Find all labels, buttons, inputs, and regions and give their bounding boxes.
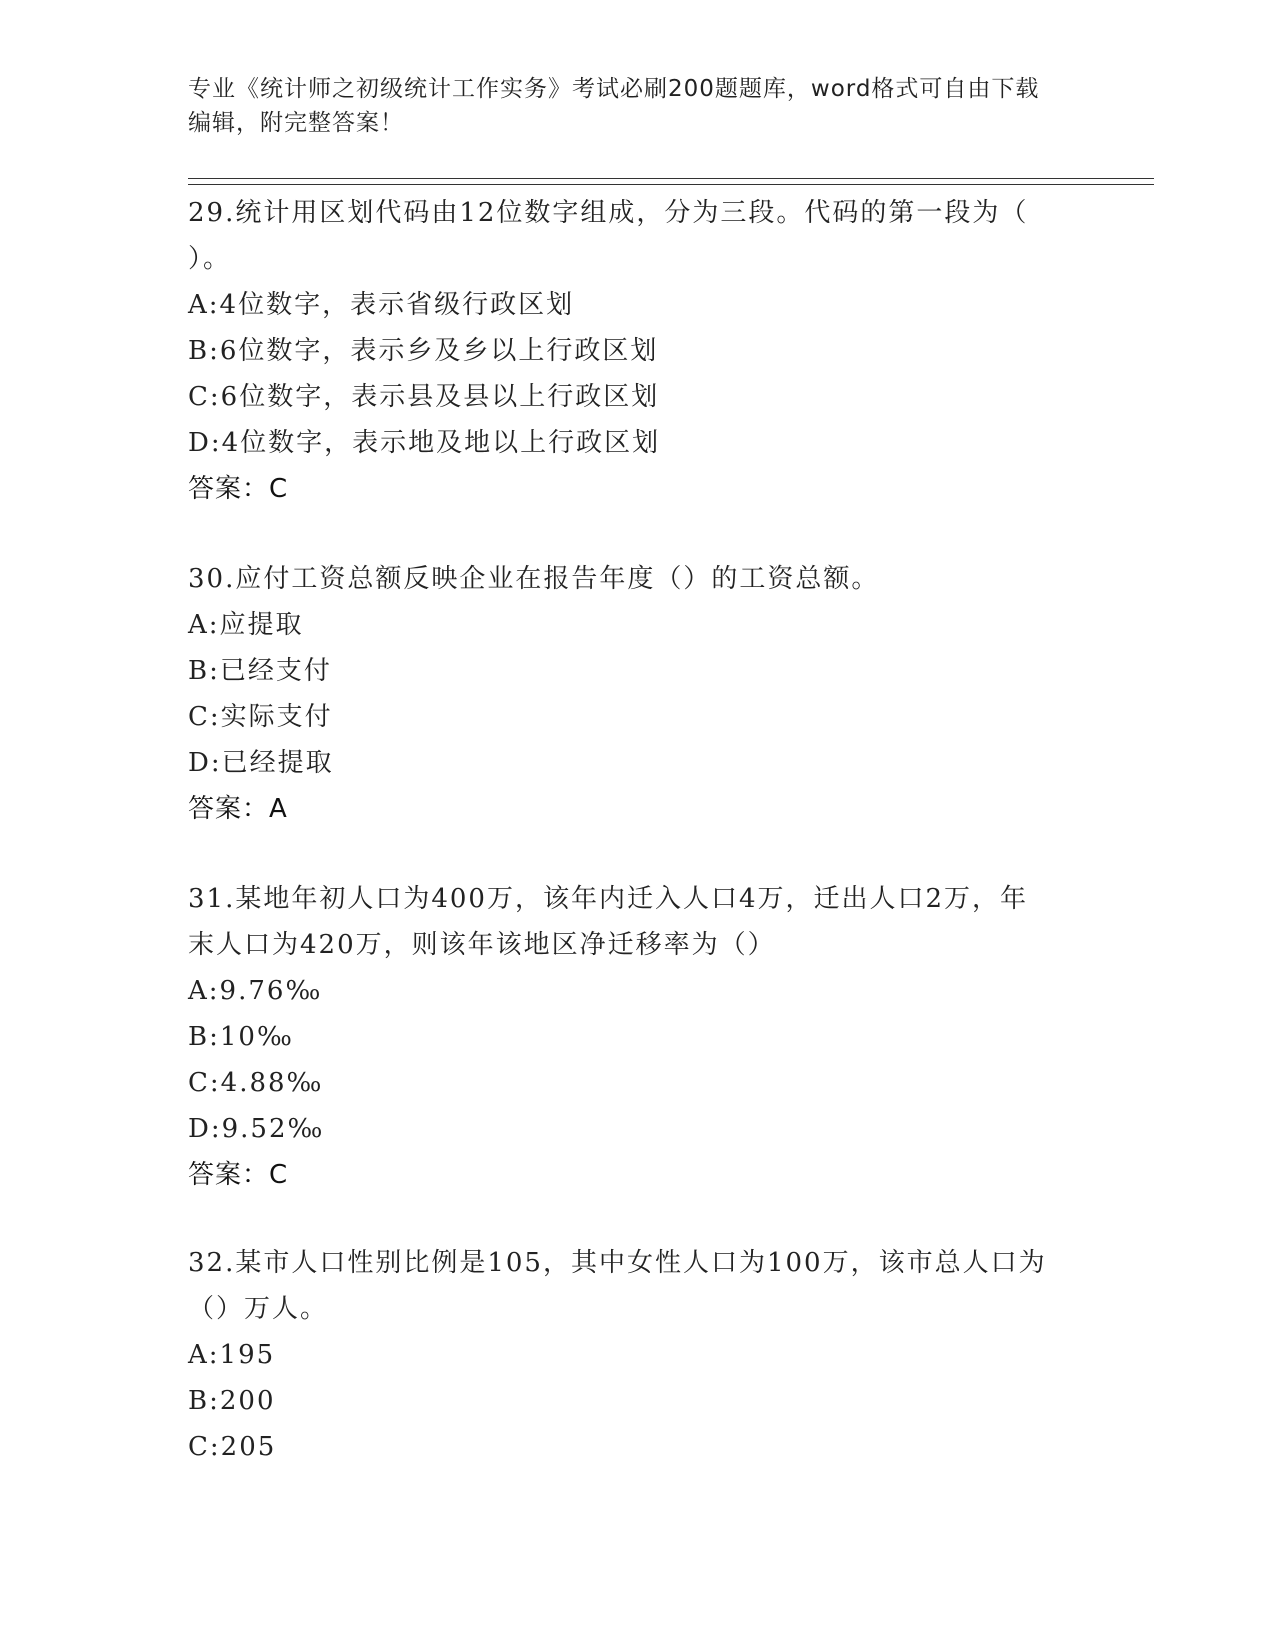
- option-letter: D:: [188, 428, 222, 458]
- option-text: 195: [219, 1340, 276, 1370]
- question-text-line-1: 31.某地年初人口为400万，该年内迁入人口4万，迁出人口2万，年: [188, 884, 1029, 914]
- option-text: 实际支付: [220, 702, 333, 732]
- option-c: [188, 694, 1088, 740]
- option-letter: A:: [188, 610, 220, 640]
- header-line-1: 专业《统计师之初级统计工作实务》考试必刷200题题库，word格式可自由下载: [188, 76, 1040, 102]
- question-text-line-1: 29.统计用区划代码由12位数字组成，分为三段。代码的第一段为（: [188, 198, 1029, 228]
- answer-line: 答案：C: [188, 1160, 289, 1190]
- question-text-line-1: 30.应付工资总额反映企业在报告年度（）的工资总额。: [188, 564, 880, 594]
- option-letter: A:: [188, 290, 220, 320]
- option-letter: D:: [188, 1114, 222, 1144]
- option-text: 已经提取: [221, 748, 334, 778]
- option-text: 4位数字，表示地及地以上行政区划: [221, 428, 661, 458]
- question-29: [188, 190, 1088, 512]
- option-text: 已经支付: [219, 656, 332, 686]
- answer-line: 答案：C: [188, 474, 289, 504]
- option-text: 10‰: [219, 1022, 294, 1052]
- option-letter: A:: [188, 1340, 220, 1370]
- option-letter: C:: [188, 1068, 221, 1098]
- option-text: 9.76‰: [219, 976, 323, 1006]
- option-letter: B:: [188, 336, 220, 366]
- question-text-line-2: ）。: [188, 244, 232, 274]
- option-letter: B:: [188, 656, 220, 686]
- option-text: 205: [220, 1432, 277, 1462]
- option-text: 应提取: [219, 610, 304, 640]
- option-c: [188, 1060, 1088, 1106]
- option-c: [188, 1424, 1088, 1470]
- option-b: [188, 1378, 1088, 1424]
- option-a: [188, 968, 1088, 1014]
- option-letter: B:: [188, 1022, 220, 1052]
- option-d: [188, 1106, 1088, 1152]
- header-divider-top: [188, 178, 1154, 179]
- option-a: [188, 602, 1088, 648]
- header-line-2: 编辑，附完整答案！: [188, 110, 404, 136]
- document-header: [188, 72, 1088, 140]
- option-letter: A:: [188, 976, 220, 1006]
- option-letter: B:: [188, 1386, 220, 1416]
- option-text: 200: [219, 1386, 276, 1416]
- option-b: [188, 328, 1088, 374]
- option-d: [188, 420, 1088, 466]
- option-letter: D:: [188, 748, 222, 778]
- question-30: [188, 556, 1088, 832]
- option-letter: C:: [188, 1432, 221, 1462]
- option-c: [188, 374, 1088, 420]
- option-a: [188, 282, 1088, 328]
- option-text: 4.88‰: [220, 1068, 324, 1098]
- question-text-line-1: 32.某市人口性别比例是105，其中女性人口为100万，该市总人口为: [188, 1248, 1047, 1278]
- option-letter: C:: [188, 702, 221, 732]
- option-text: 6位数字，表示县及县以上行政区划: [220, 382, 660, 412]
- option-letter: C:: [188, 382, 221, 412]
- header-divider-bottom: [188, 184, 1154, 185]
- question-32: [188, 1240, 1088, 1470]
- answer-line: 答案：A: [188, 794, 288, 824]
- option-text: 4位数字，表示省级行政区划: [219, 290, 575, 320]
- option-text: 9.52‰: [221, 1114, 325, 1144]
- option-b: [188, 1014, 1088, 1060]
- option-b: [188, 648, 1088, 694]
- option-text: 6位数字，表示乡及乡以上行政区划: [219, 336, 659, 366]
- question-31: [188, 876, 1088, 1198]
- question-text-line-2: 末人口为420万，则该年该地区净迁移率为（）: [188, 930, 776, 960]
- question-text-line-2: （）万人。: [188, 1294, 329, 1324]
- option-d: [188, 740, 1088, 786]
- option-a: [188, 1332, 1088, 1378]
